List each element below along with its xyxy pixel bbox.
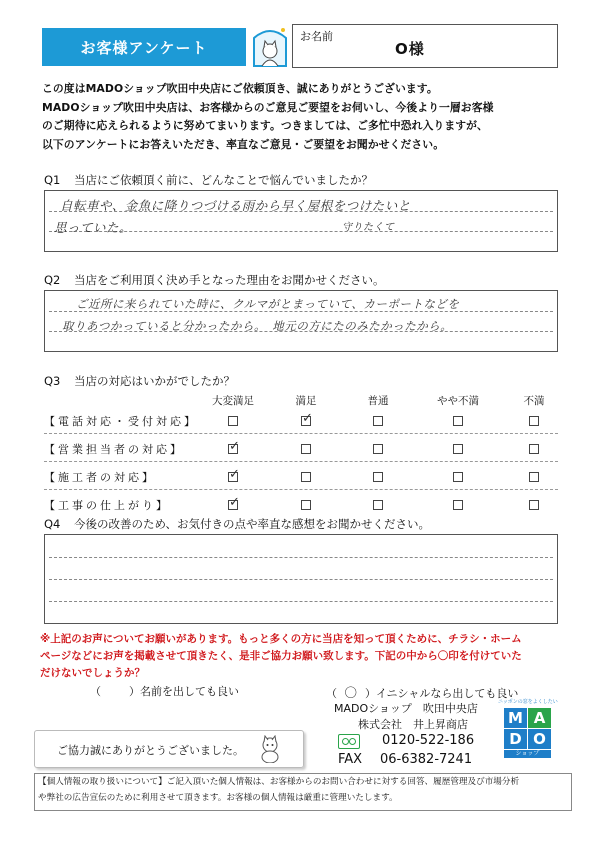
question-number: Q3 — [44, 374, 61, 388]
rating-checkbox[interactable] — [453, 416, 463, 426]
intro-line: のご期待に応えられるように努めてまいります。つきましては、ご多忙中恐れ入りますが、 — [42, 119, 488, 132]
question-4 — [44, 516, 430, 532]
intro-text — [42, 80, 562, 154]
q2-answer-line2: 取りあつかっていると分かったから。 地元の方にたのみたかったから。 — [62, 319, 453, 333]
phone-number[interactable]: 0120-522-186 — [382, 733, 475, 748]
rating-checkbox[interactable] — [228, 416, 238, 426]
q1-answer-line1: 自転車や、金魚に降りつづける雨から早く屋根をつけたいと — [60, 198, 411, 213]
fax-number: 06-6382-7241 — [380, 752, 473, 767]
freedial-icon — [338, 734, 360, 749]
question-3 — [44, 373, 235, 389]
notice-line: だけないでしょうか？ — [40, 667, 145, 679]
rating-checkbox[interactable] — [529, 500, 539, 510]
question-text: 当店にご依頼頂く前に、どんなことで悩んでいましたか？ — [74, 173, 373, 187]
paren: ） — [365, 687, 376, 700]
row-divider — [44, 461, 558, 462]
rating-checkbox[interactable] — [301, 500, 311, 510]
rating-checkbox[interactable] — [453, 472, 463, 482]
shop-name: MADOショップ 吹田中央店 — [334, 702, 478, 715]
question-1 — [44, 172, 373, 188]
intro-line: この度はMADOショップ吹田中央店にご依頼頂き、誠にありがとうございます。 — [42, 82, 438, 95]
q1-answer-line2: 思っていた。 — [54, 220, 133, 235]
paren: （ — [326, 687, 337, 700]
check-mark: ✓ — [229, 495, 240, 510]
paren: （ — [90, 685, 101, 698]
rating-checkbox[interactable] — [301, 472, 311, 482]
rating-checkbox[interactable] — [453, 500, 463, 510]
thanks-text: ご協力誠にありがとうございました。 — [57, 744, 244, 757]
company-name: 株式会社 井上昇商店 — [358, 718, 468, 731]
rating-row-label: 【施工者の対応】 — [44, 471, 156, 484]
rating-checkbox[interactable] — [373, 416, 383, 426]
option-label: イニシャルなら出しても良い — [376, 687, 519, 700]
paren: ） — [129, 685, 140, 698]
logo-letter: A — [528, 708, 551, 728]
cat-icon — [257, 735, 283, 763]
row-divider — [44, 433, 558, 434]
row-divider — [44, 489, 558, 490]
mado-shop-logo — [498, 698, 558, 758]
privacy-line: や弊社の広告宣伝のために利用させて頂きます。お客様の個人情報は厳重に管理いたします。 — [38, 793, 398, 803]
logo-letter: D — [504, 729, 527, 749]
rating-checkbox[interactable] — [373, 444, 383, 454]
option-initial-ok[interactable] — [326, 683, 518, 701]
question-text: 当店の対応はいかがでしたか？ — [74, 374, 235, 388]
intro-line: MADOショップ吹田中央店は、お客様からのご意見ご要望をお伺いし、今後より一層お客様 — [42, 100, 494, 114]
question-number: Q4 — [44, 517, 61, 531]
name-label: お名前 — [300, 30, 333, 43]
logo-tagline: ニッポンの窓をよくしたい — [498, 699, 558, 705]
privacy-notice — [34, 773, 572, 811]
ruled-line — [49, 579, 553, 580]
rating-checkbox[interactable] — [301, 444, 311, 454]
publication-notice — [40, 631, 560, 682]
rating-checkbox[interactable] — [529, 444, 539, 454]
q4-answer-box[interactable] — [44, 534, 558, 624]
rating-checkbox[interactable] — [529, 472, 539, 482]
rating-row-label: 【電話対応・受付対応】 — [44, 415, 198, 428]
logo-letter: M — [504, 708, 527, 728]
logo-letter: O — [528, 729, 551, 749]
check-mark: ✓ — [302, 411, 313, 426]
option-name-ok[interactable] — [90, 683, 239, 699]
notice-line: ページなどにお声を掲載させて頂きたく、是非ご協力お願い致します。下記の中から〇印を付けていた — [40, 650, 522, 662]
question-text: 今後の改善のため、お気付きの点や率直な感想をお聞かせください。 — [74, 517, 431, 531]
check-mark: ✓ — [229, 467, 240, 482]
column-header: 満足 — [295, 395, 317, 407]
column-header: やや不満 — [437, 395, 479, 407]
ruled-line — [49, 557, 553, 558]
column-header: 不満 — [523, 395, 545, 407]
logo-sub: ショップ — [504, 750, 551, 758]
option-label: 名前を出しても良い — [140, 685, 239, 698]
rating-row-label: 【工事の仕上がり】 — [44, 499, 170, 512]
question-number: Q2 — [44, 273, 61, 287]
intro-line: 以下のアンケートにお答えいただき、率直なご意見・ご要望をお聞かせください。 — [42, 137, 445, 151]
rating-row-label: 【営業担当者の対応】 — [44, 443, 184, 456]
q2-answer-line1: ご近所に来られていた時に、クルマがとまっていて、カーポートなどを — [76, 297, 460, 311]
ruled-line — [49, 601, 553, 602]
column-header: 普通 — [367, 395, 389, 407]
rating-checkbox[interactable] — [373, 500, 383, 510]
rating-checkbox[interactable] — [529, 416, 539, 426]
survey-title: お客様アンケート — [42, 28, 246, 66]
question-2 — [44, 272, 385, 288]
question-text: 当店をご利用頂く決め手となった理由をお聞かせください。 — [74, 273, 385, 287]
q1-answer-insert: 守りたくて — [342, 222, 395, 233]
rating-checkbox[interactable] — [373, 472, 383, 482]
fax-label: FAX — [338, 752, 363, 767]
column-header: 大変満足 — [212, 395, 254, 407]
rating-checkbox[interactable] — [453, 444, 463, 454]
name-value: O様 — [395, 40, 425, 58]
question-number: Q1 — [44, 173, 61, 187]
check-mark: ✓ — [229, 439, 240, 454]
privacy-line: 【個人情報の取り扱いについて】ご記入頂いた個人情報は、お客様からのお問い合わせに対する回答、履歴管理及び市場分析 — [38, 777, 520, 787]
cat-in-window-icon — [250, 24, 290, 68]
thanks-box — [34, 730, 304, 768]
notice-line: ※上記のお声についてお願いがあります。もっと多くの方に当店を知って頂くために、チラシ・ホーム — [40, 633, 522, 645]
selected-circle-mark: 〇 — [344, 685, 358, 700]
